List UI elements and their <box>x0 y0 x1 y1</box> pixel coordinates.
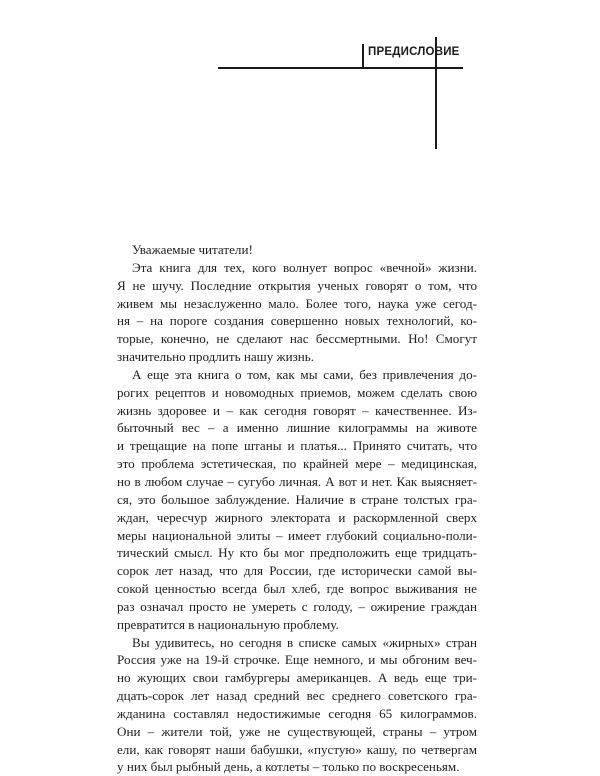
text-line: живем мы незаслуженно мало. Более того, наука уже сегод- <box>117 295 477 311</box>
text-line: жданина составлял недостижимые сегодня 65 килограммов. <box>117 705 477 721</box>
text-line: у них был рыбный день, а котлеты – только по воскресеньям. <box>117 759 460 775</box>
text-line: меры национальной элиты – имеет глубокий социально-поли- <box>117 527 477 543</box>
header-rule-horizontal <box>218 67 463 69</box>
text-line: и трещащие на попе штаны и платья... Принято считать, что <box>117 438 477 454</box>
paragraph <box>117 634 477 776</box>
text-line: ня – на пороге создания совершенно новых технологий, ко- <box>117 313 477 329</box>
header-rule-tick <box>362 44 364 68</box>
text-line: Вы удивитесь, но сегодня в списке самых «жирных» стран <box>132 634 477 650</box>
text-line: но в любом случае – сугубо личная. А вот и нет. Как выясняет- <box>117 473 477 489</box>
text-line: ели, как говорят наши бабушки, «пустую» кашу, по четвергам <box>117 741 477 757</box>
text-line: это проблема эстетическая, по крайней мере – медицинская, <box>117 456 477 472</box>
text-line: Я не шучу. Последние открытия ученых говорят о том, что <box>117 277 477 293</box>
text-line: жизнь здоровее и – как сегодня говорят – качественнее. Из- <box>117 402 477 418</box>
text-line: ся, это большое заблуждение. Наличие в стране толстых гра- <box>117 491 477 507</box>
text-line: дцать-сорок лет назад средний вес среднего советского гра- <box>117 688 477 704</box>
body-text <box>117 241 477 776</box>
text-line: торые, конечно, не сделают нас бессмертными. Но! Смогут <box>117 331 477 347</box>
text-line: рогих рецептов и новомодных приемов, можем сделать свою <box>117 384 477 400</box>
paragraph <box>117 259 477 366</box>
paragraph <box>117 366 477 634</box>
text-line: сорок лет назад, что для России, где исторически самой вы- <box>117 563 477 579</box>
text-line: Россия уже на 19-й строчке. Еще немного, и мы обгоним веч- <box>117 652 477 668</box>
section-title: ПРЕДИСЛОВИЕ <box>368 46 460 58</box>
paragraph <box>117 241 477 259</box>
text-line: превратится в национальную проблему. <box>117 616 339 632</box>
text-line: Они – жители той, уже не существующей, страны – утром <box>117 723 477 739</box>
text-line: но жующих свои гамбургеры американцев. А ведь еще три- <box>117 670 477 686</box>
text-line: быточный вес – а именно лишние килограммы на животе <box>117 420 477 436</box>
text-line: тический смысл. Ну кто бы мог предположить еще тридцать- <box>117 545 477 561</box>
text-line: значительно продлить нашу жизнь. <box>117 349 315 365</box>
text-line: раз означал просто не умереть с голоду, – ожирение граждан <box>117 598 477 614</box>
text-line: Уважаемые читатели! <box>132 242 253 257</box>
text-line: сокой ценностью всегда был хлеб, где вопрос выживания не <box>117 581 477 597</box>
text-line: А еще эта книга о том, как мы сами, без привлечения до- <box>132 366 477 382</box>
text-line: ждан, чересчур жирного электората и раскормленной сверх <box>117 509 477 525</box>
text-line: Эта книга для тех, кого волнует вопрос «вечной» жизни. <box>132 259 477 275</box>
